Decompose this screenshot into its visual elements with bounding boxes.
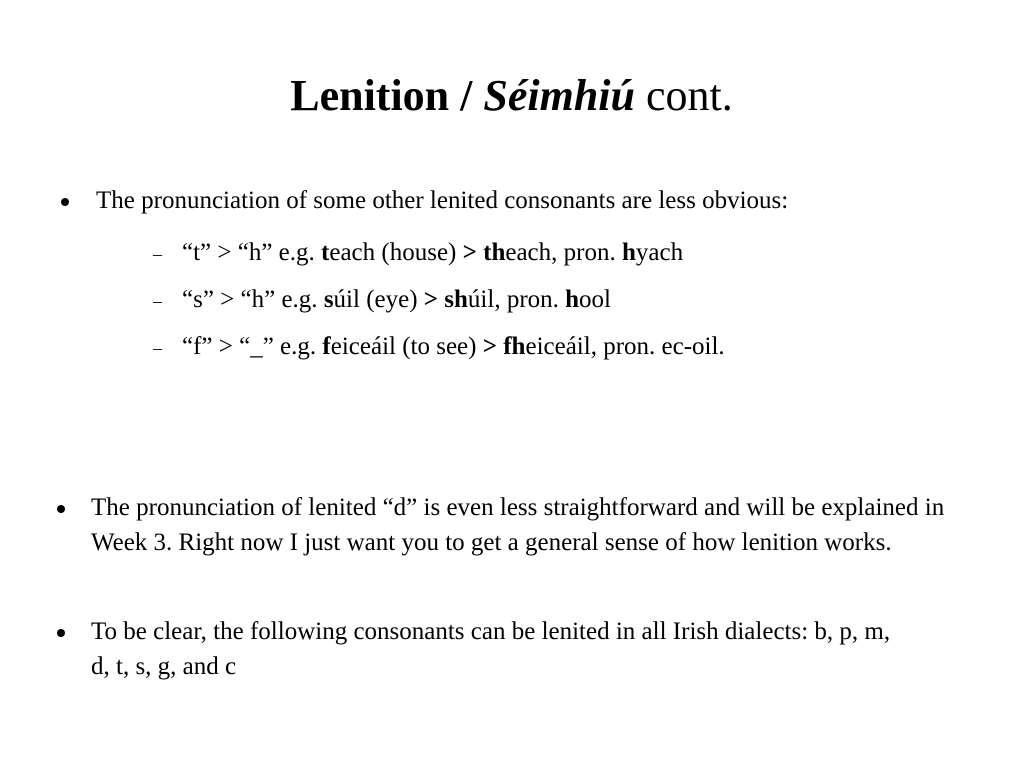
bullet-dot-icon <box>57 505 65 513</box>
bullet-text: To be clear, the following consonants can be lenited in all Irish dialects: b, p, m, d, t, s, g, and c <box>91 618 891 680</box>
text-segment: úil, pron. <box>467 286 566 313</box>
bullet-dot-icon <box>61 198 69 206</box>
text-segment: “s” > “h” e.g. <box>182 286 324 313</box>
bold-segment: sh <box>444 286 468 313</box>
text-segment: eiceáil, pron. ec-oil. <box>525 333 725 360</box>
dash-icon: – <box>153 244 162 264</box>
text-segment: each, pron. <box>505 239 622 266</box>
bullet-dot-icon <box>57 629 65 637</box>
title-part-lenition: Lenition / <box>290 71 484 120</box>
title-part-cont: cont. <box>635 71 733 120</box>
dash-icon: – <box>153 291 162 311</box>
bold-segment: > <box>423 286 439 313</box>
bold-segment: > <box>462 239 477 266</box>
bold-segment: t <box>321 239 330 266</box>
sub-item-text <box>182 331 725 363</box>
bold-segment: > <box>482 333 497 360</box>
text-segment: “t” > “h” e.g. <box>182 239 322 266</box>
bullet-text: The pronunciation of lenited “d” is even less straightforward and will be explained in Week 3. Right now I just want you to get a general sense of how lenition works. <box>91 494 945 556</box>
title-part-seimhiu: Séimhiú <box>483 71 635 120</box>
text-segment: eiceáil (to see) <box>330 333 483 360</box>
text-segment: each (house) <box>329 239 463 266</box>
text-segment: ool <box>579 286 611 313</box>
bold-segment: f <box>322 333 331 360</box>
text-segment: úil (eye) <box>333 286 424 313</box>
text-segment: yach <box>635 239 684 266</box>
bold-segment: th <box>483 239 506 266</box>
sub-item-text <box>182 237 683 269</box>
slide-title <box>0 70 1023 122</box>
text-segment: “f” > “_” e.g. <box>182 333 323 360</box>
sub-item-text <box>182 284 611 316</box>
bold-segment: fh <box>503 333 526 360</box>
dash-icon: – <box>153 338 162 358</box>
bullet-text: The pronunciation of some other lenited consonants are less obvious: <box>96 187 789 214</box>
bold-segment: h <box>565 286 580 313</box>
bold-segment: h <box>621 239 636 266</box>
bold-segment: s <box>323 286 334 313</box>
